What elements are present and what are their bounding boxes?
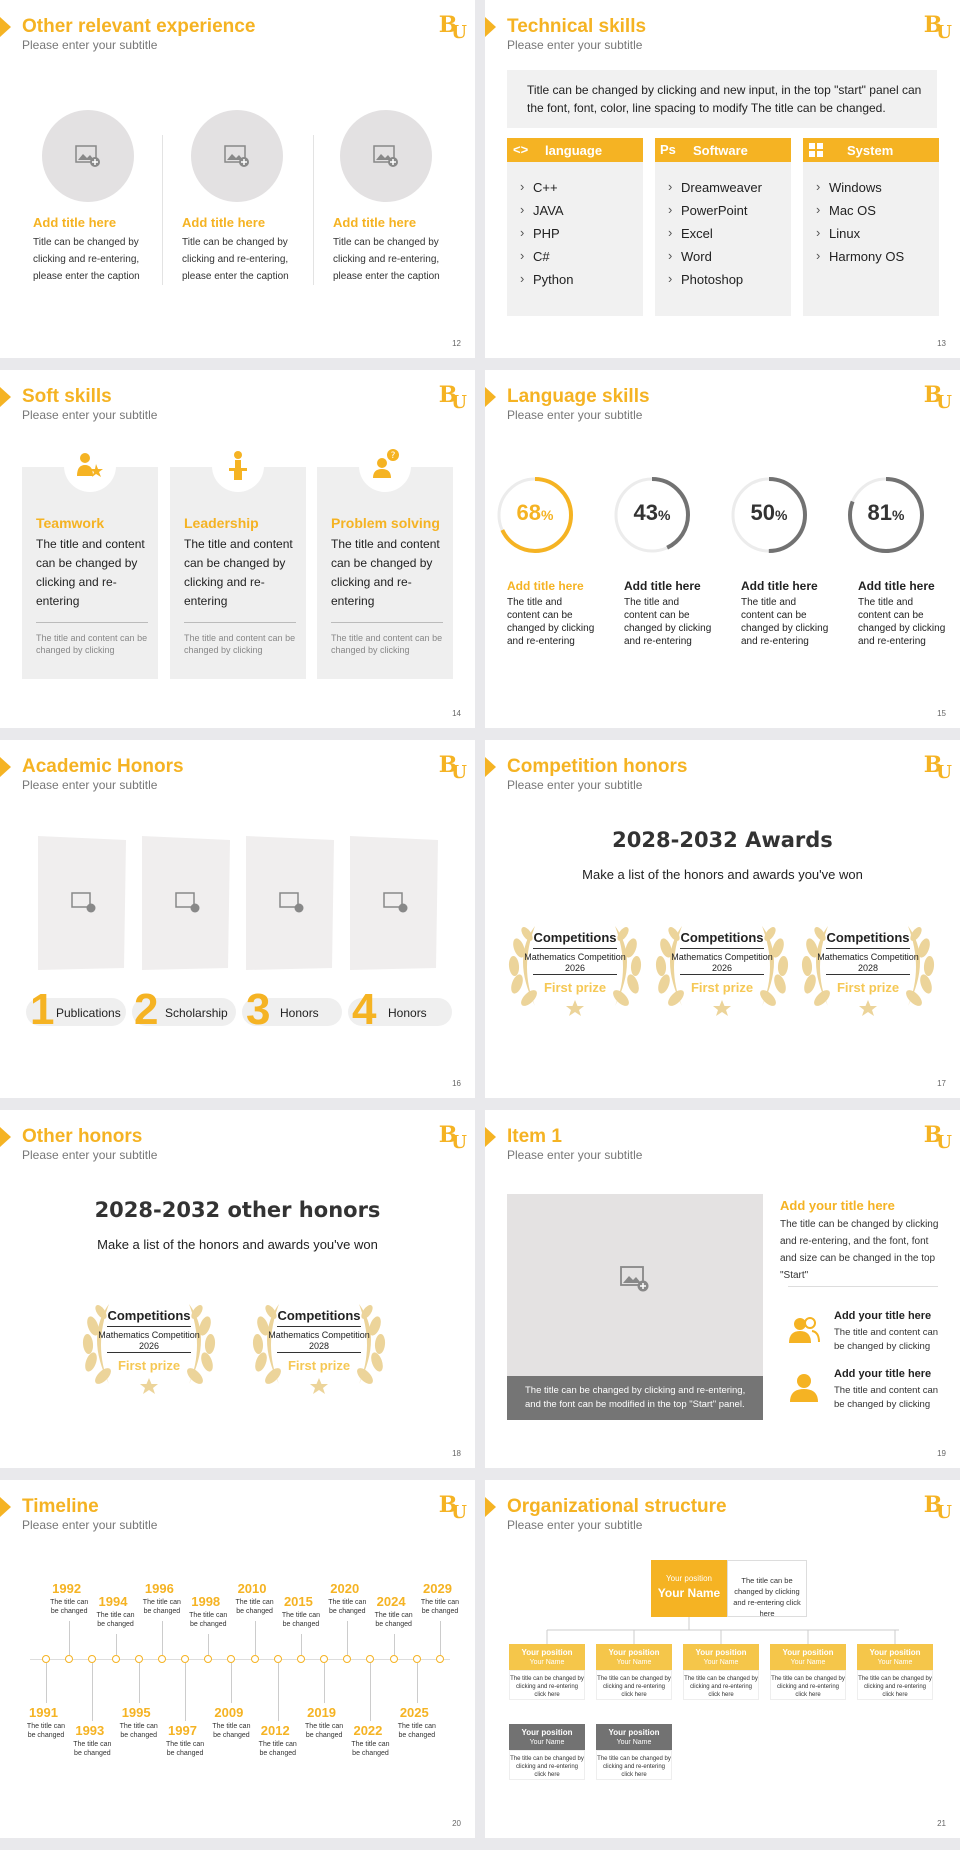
slide-13[interactable]	[485, 0, 960, 358]
list-item: › JAVA	[533, 203, 564, 218]
divider	[277, 1352, 361, 1353]
timeline-text: The title can be changed	[305, 1723, 344, 1739]
timeline-text: The title can be changed	[397, 1723, 436, 1739]
item-title: Add title here	[33, 215, 117, 230]
page-number: 12	[452, 339, 461, 348]
org-name: Your Name	[529, 1659, 565, 1666]
title-marker	[0, 17, 11, 37]
slide-12[interactable]	[0, 0, 475, 358]
divider	[826, 974, 910, 975]
divider	[533, 974, 617, 975]
timeline-year: 1998	[191, 1594, 221, 1609]
list-item: › Dreamweaver	[681, 180, 762, 195]
logo-icon: BU	[438, 382, 461, 413]
award-title: Competitions	[826, 930, 910, 945]
award-year: 2026	[711, 963, 733, 973]
title-marker	[485, 17, 496, 37]
page-number: 16	[452, 1079, 461, 1088]
logo-icon: BU	[923, 12, 946, 43]
list-item: › Photoshop	[681, 272, 743, 287]
slide-subtitle: Please enter your subtitle	[22, 38, 158, 52]
org-name: Your Name	[529, 1739, 565, 1746]
award-prize: First prize	[117, 1358, 181, 1373]
award-title: Competitions	[277, 1308, 361, 1323]
timeline-text: The title can be changed	[73, 1741, 112, 1757]
card-body: The title and content can be changed by clicking and re-entering	[36, 537, 145, 608]
card-footnote: The title and content can be changed by clicking	[36, 633, 148, 655]
timeline-dot	[158, 1655, 166, 1663]
page-number: 19	[937, 1449, 946, 1458]
award-line: Mathematics Competition	[671, 952, 773, 962]
timeline-dot	[181, 1655, 189, 1663]
page-number: 15	[937, 709, 946, 718]
org-desc: The title can be changed by clicking and re-entering click here	[596, 1750, 672, 1780]
divider	[162, 135, 163, 285]
list-item: › Harmony OS	[829, 249, 904, 264]
user-icon	[789, 1372, 819, 1402]
row-body: The title and content can be changed by clicking	[834, 1385, 939, 1410]
timeline-year: 2025	[399, 1705, 429, 1720]
timeline-text: The title can be changed	[212, 1723, 251, 1739]
slide-17[interactable]	[485, 740, 960, 1098]
honor-label: Honors	[280, 1006, 319, 1020]
timeline-year: 2019	[307, 1705, 337, 1720]
timeline-dot	[320, 1655, 328, 1663]
section-subheading: Make a list of the honors and awards you've won	[582, 867, 863, 882]
timeline-stem	[347, 1621, 348, 1655]
timeline-stem	[92, 1663, 93, 1721]
award-line: Mathematics Competition	[524, 952, 626, 962]
timeline-text: The title can be changed	[420, 1599, 460, 1615]
image-icon	[373, 145, 399, 167]
timeline-dot	[390, 1655, 398, 1663]
org-desc: The title can be changed by clicking and re-entering click here	[509, 1670, 585, 1700]
honor-label: Scholarship	[165, 1006, 228, 1020]
honor-number: 4	[352, 985, 377, 1034]
logo-icon: BU	[923, 752, 946, 783]
card-body: The title and content can be changed by clicking and re-entering	[184, 537, 293, 608]
award-laurel	[652, 918, 792, 1018]
org-box[interactable]	[509, 1724, 585, 1750]
timeline-dot	[65, 1655, 73, 1663]
timeline-text: The title can be changed	[328, 1599, 367, 1615]
timeline-dot	[274, 1655, 282, 1663]
code-icon: <>	[513, 142, 529, 157]
honor-number: 1	[30, 985, 55, 1034]
timeline-dot	[42, 1655, 50, 1663]
photoshop-icon: Ps	[660, 142, 676, 157]
timeline-text: The title can be changed	[189, 1612, 228, 1628]
slide-15[interactable]	[485, 370, 960, 728]
timeline-year: 1994	[98, 1594, 128, 1609]
slide-title: Academic Honors	[22, 756, 184, 777]
list-item: › Mac OS	[829, 203, 876, 218]
panel-header	[655, 138, 791, 162]
slide-subtitle: Please enter your subtitle	[507, 778, 643, 792]
slide-title: Soft skills	[22, 386, 112, 407]
panel-label: Software	[693, 143, 748, 158]
ring-value: 50%	[750, 500, 788, 525]
slide-title: Timeline	[22, 1496, 99, 1517]
divider	[533, 948, 617, 949]
ring-body: The title and content can be changed by clicking and re-entering	[858, 597, 946, 647]
card-footnote: The title and content can be changed by clicking	[331, 633, 443, 655]
timeline-year: 2009	[214, 1705, 244, 1720]
svg-text:?: ?	[390, 451, 396, 461]
slide-title: Technical skills	[507, 16, 647, 37]
slide-subtitle: Please enter your subtitle	[507, 38, 643, 52]
logo-icon: BU	[923, 382, 946, 413]
image-icon	[75, 145, 101, 167]
list-item: › C#	[533, 249, 550, 264]
award-year: 2026	[138, 1341, 160, 1351]
timeline-year: 2029	[423, 1581, 452, 1596]
divider	[826, 948, 910, 949]
org-box[interactable]	[770, 1644, 846, 1670]
card-footnote: The title and content can be changed by clicking	[184, 633, 296, 655]
timeline-dot	[413, 1655, 421, 1663]
list-item: › Windows	[829, 180, 882, 195]
page-number: 14	[452, 709, 461, 718]
divider	[680, 948, 764, 949]
logo-icon: BU	[923, 1122, 946, 1153]
item-title: Add title here	[182, 215, 266, 230]
logo-icon: BU	[438, 752, 461, 783]
question-user-icon	[359, 440, 411, 492]
ring-title: Add title here	[624, 579, 701, 593]
timeline-stem	[394, 1634, 395, 1655]
side-title: Add your title here	[780, 1198, 895, 1213]
caption-bar	[507, 1376, 763, 1420]
page-number: 21	[937, 1819, 946, 1828]
logo-icon: BU	[438, 12, 461, 43]
timeline-stem	[69, 1621, 70, 1655]
ring-title: Add title here	[741, 579, 818, 593]
timeline-stem	[324, 1663, 325, 1703]
org-position: Your position	[521, 1648, 573, 1657]
intro-box	[507, 70, 937, 128]
org-desc: The title can be changed by clicking and re-entering click here	[596, 1670, 672, 1700]
divider	[107, 1352, 191, 1353]
award-year: 2028	[308, 1341, 330, 1351]
slide-title: Language skills	[507, 386, 650, 407]
org-desc: The title can be changed by clicking and re-entering click here	[683, 1670, 759, 1700]
list-item: › C++	[533, 180, 558, 195]
org-box[interactable]	[596, 1724, 672, 1750]
slide-title: Other relevant experience	[22, 16, 256, 37]
slide-subtitle: Please enter your subtitle	[507, 1518, 643, 1532]
timeline-year: 2010	[237, 1581, 267, 1596]
org-desc: The title can be changed by clicking and re-entering click here	[733, 1576, 801, 1618]
award-line: Mathematics Competition	[268, 1330, 370, 1340]
timeline-year: 1997	[168, 1723, 197, 1738]
card-body: The title and content can be changed by clicking and re-entering	[331, 537, 440, 608]
item-body: Title can be changed by clicking and re-entering, please enter the caption	[182, 237, 289, 282]
timeline-dot	[366, 1655, 374, 1663]
award-title: Competitions	[680, 930, 764, 945]
divider	[788, 1286, 938, 1287]
section-subheading: Make a list of the honors and awards you've won	[97, 1237, 378, 1252]
award-prize: First prize	[287, 1358, 351, 1373]
windows-icon	[809, 143, 823, 157]
progress-rings	[485, 370, 960, 728]
timeline-dot	[436, 1655, 444, 1663]
award-laurel	[798, 918, 938, 1018]
timeline-stem	[185, 1663, 186, 1721]
skill-panel-system	[803, 138, 939, 316]
slide-title: Competition honors	[507, 756, 688, 777]
slide-title: Other honors	[22, 1126, 143, 1147]
org-desc: The title can be changed by clicking and re-entering click here	[770, 1670, 846, 1700]
award-prize: First prize	[836, 980, 900, 995]
org-desc: The title can be changed by clicking and re-entering click here	[509, 1750, 585, 1780]
timeline-stem	[162, 1621, 163, 1655]
skill-card	[170, 467, 306, 679]
slide-subtitle: Please enter your subtitle	[507, 1148, 643, 1162]
ring-body: The title and content can be changed by clicking and re-entering	[507, 597, 595, 647]
row-body: The title and content can be changed by clicking	[834, 1327, 939, 1352]
org-position: Your position	[782, 1648, 834, 1657]
timeline-year: 1996	[144, 1581, 174, 1596]
row-title: Add your title here	[834, 1310, 932, 1322]
timeline-dot	[88, 1655, 96, 1663]
org-name: Your Name	[877, 1659, 913, 1666]
timeline-stem	[208, 1634, 209, 1655]
logo-icon: BU	[438, 1492, 461, 1523]
org-position: Your position	[695, 1648, 747, 1657]
award-line: Mathematics Competition	[98, 1330, 200, 1340]
title-marker	[0, 387, 11, 407]
honor-number: 3	[246, 985, 271, 1034]
title-marker	[485, 1127, 496, 1147]
leader-icon	[212, 440, 264, 492]
timeline-year: 1995	[121, 1705, 151, 1720]
users-icon	[788, 1315, 820, 1345]
list-item: › Python	[533, 272, 573, 287]
timeline-text: The title can be changed	[96, 1612, 135, 1628]
timeline-year: 1991	[29, 1705, 58, 1720]
slide-title: Organizational structure	[507, 1496, 727, 1517]
timeline-stem	[116, 1634, 117, 1655]
title-marker	[0, 1497, 11, 1517]
org-name: Your Name	[657, 1586, 721, 1600]
panel-label: language	[545, 143, 603, 158]
timeline-year: 2022	[353, 1723, 383, 1738]
org-position: Your position	[608, 1728, 660, 1737]
ring-value: 81%	[867, 500, 905, 525]
ring-title: Add title here	[858, 579, 935, 593]
award-laurel	[79, 1296, 219, 1396]
skill-panel-software	[655, 138, 791, 316]
org-position: Your position	[521, 1728, 573, 1737]
timeline-text: The title can be changed	[165, 1741, 205, 1757]
timeline-text: The title can be changed	[281, 1612, 320, 1628]
slide-18[interactable]	[0, 1110, 475, 1468]
timeline-year: 1992	[52, 1581, 82, 1596]
org-desc: The title can be changed by clicking and re-entering click here	[857, 1670, 933, 1700]
slide-title: Item 1	[507, 1126, 562, 1147]
timeline-year: 2012	[260, 1723, 290, 1738]
divider	[36, 622, 148, 623]
org-position: Your position	[869, 1648, 921, 1657]
card-title: Problem solving	[331, 515, 440, 531]
timeline-text: The title can be changed	[258, 1741, 297, 1757]
award-prize: First prize	[690, 980, 754, 995]
skill-panel-language	[507, 138, 643, 316]
divider	[107, 1326, 191, 1327]
timeline-dot	[112, 1655, 120, 1663]
ring-body: The title and content can be changed by clicking and re-entering	[741, 597, 829, 647]
ring-value: 68%	[516, 500, 554, 525]
org-box[interactable]	[683, 1644, 759, 1670]
honor-label: Honors	[388, 1006, 427, 1020]
timeline-stem	[370, 1663, 371, 1721]
slide-subtitle: Please enter your subtitle	[507, 408, 643, 422]
section-heading: 2028-2032 other honors	[94, 1198, 381, 1222]
timeline-stem	[255, 1621, 256, 1655]
timeline-stem	[139, 1663, 140, 1703]
award-title: Competitions	[107, 1308, 191, 1323]
org-name: Your Name	[703, 1659, 739, 1666]
award-prize: First prize	[543, 980, 607, 995]
org-position: Your position	[608, 1648, 660, 1657]
skill-card	[22, 467, 158, 679]
item-body: Title can be changed by clicking and re-entering, please enter the caption	[33, 237, 140, 282]
skill-card	[317, 467, 453, 679]
slide-21[interactable]	[485, 1480, 960, 1838]
timeline-dot	[227, 1655, 235, 1663]
divider	[313, 135, 314, 285]
slide-20[interactable]	[0, 1480, 475, 1838]
org-box[interactable]	[509, 1644, 585, 1670]
timeline-stem	[301, 1634, 302, 1655]
page-number: 18	[452, 1449, 461, 1458]
timeline-stem	[417, 1663, 418, 1703]
logo-icon: BU	[438, 1122, 461, 1153]
card-title: Leadership	[184, 515, 259, 531]
org-box[interactable]	[857, 1644, 933, 1670]
timeline-dot	[297, 1655, 305, 1663]
divider	[184, 622, 296, 623]
org-name: Your Name	[616, 1739, 652, 1746]
logo-icon: BU	[923, 1492, 946, 1523]
page-number: 17	[937, 1079, 946, 1088]
image-icon	[224, 145, 250, 167]
title-marker	[485, 757, 496, 777]
honor-label: Publications	[56, 1006, 121, 1020]
divider	[680, 974, 764, 975]
slide-14[interactable]	[0, 370, 475, 728]
card-title: Teamwork	[36, 515, 105, 531]
slide-subtitle: Please enter your subtitle	[22, 408, 158, 422]
ring-title: Add title here	[507, 579, 584, 593]
title-marker	[0, 1127, 11, 1147]
side-body: The title can be changed by clicking and re-entering, and the font, font and size can be changed in the top "Start"	[780, 1219, 939, 1281]
timeline-year: 2015	[283, 1594, 313, 1609]
slide-19[interactable]	[485, 1110, 960, 1468]
ring-body: The title and content can be changed by clicking and re-entering	[624, 597, 712, 647]
award-laurel	[505, 918, 645, 1018]
photo-frames[interactable]	[0, 740, 475, 1098]
timeline-year: 2024	[376, 1594, 406, 1609]
award-year: 2026	[564, 963, 586, 973]
timeline-stem	[231, 1663, 232, 1703]
org-box[interactable]	[596, 1644, 672, 1670]
intro-text: Title can be changed by clicking and new input, in the top "start" panel can the font, font, color, line spacing to modify The title can be changed.	[527, 83, 922, 115]
page-number: 20	[452, 1819, 461, 1828]
list-item: › PHP	[533, 226, 560, 241]
divider	[331, 622, 443, 623]
panel-header	[507, 138, 643, 162]
honor-number: 2	[134, 985, 159, 1034]
timeline-year: 2020	[330, 1581, 360, 1596]
section-heading: 2028-2032 Awards	[612, 828, 833, 852]
timeline-text: The title can be changed	[235, 1599, 274, 1615]
ring-value: 43%	[633, 500, 671, 525]
timeline-dot	[343, 1655, 351, 1663]
award-year: 2028	[857, 963, 879, 973]
award-line: Mathematics Competition	[817, 952, 919, 962]
timeline-text: The title can be changed	[374, 1612, 413, 1628]
timeline-dot	[135, 1655, 143, 1663]
list-item: › PowerPoint	[681, 203, 747, 218]
timeline-text: The title can be changed	[142, 1599, 181, 1615]
org-name: Your Name	[616, 1659, 652, 1666]
row-title: Add your title here	[834, 1368, 932, 1380]
image-icon	[620, 1266, 650, 1292]
list-item: › Excel	[681, 226, 713, 241]
slide-subtitle: Please enter your subtitle	[22, 1518, 158, 1532]
page-number: 13	[937, 339, 946, 348]
timeline-stem	[440, 1621, 441, 1655]
timeline-stem	[46, 1663, 47, 1703]
timeline-dot	[251, 1655, 259, 1663]
org-position: Your position	[666, 1574, 712, 1583]
timeline-text: The title can be changed	[119, 1723, 158, 1739]
list-item: › Linux	[829, 226, 860, 241]
timeline-text: The title can be changed	[26, 1723, 66, 1739]
timeline-stem	[278, 1663, 279, 1721]
list-item: › Word	[681, 249, 712, 264]
timeline-text: The title can be changed	[50, 1599, 89, 1615]
panel-label: System	[847, 143, 894, 158]
slide-16[interactable]	[0, 740, 475, 1098]
org-name: Your Name	[790, 1659, 826, 1666]
item-title: Add title here	[333, 215, 417, 230]
award-laurel	[249, 1296, 389, 1396]
timeline-year: 1993	[75, 1723, 105, 1738]
item-body: Title can be changed by clicking and re-entering, please enter the caption	[333, 237, 440, 282]
slide-subtitle: Please enter your subtitle	[22, 778, 158, 792]
panel-header	[803, 138, 939, 162]
team-icon	[64, 440, 116, 492]
slide-subtitle: Please enter your subtitle	[22, 1148, 158, 1162]
divider	[277, 1326, 361, 1327]
timeline-text: The title can be changed	[351, 1741, 390, 1757]
image-placeholder[interactable]	[507, 1194, 763, 1376]
caption-text: The title can be changed by clicking and re-entering, and the font can be modified in the top "Start" panel.	[525, 1385, 746, 1410]
award-title: Competitions	[533, 930, 617, 945]
timeline-dot	[204, 1655, 212, 1663]
